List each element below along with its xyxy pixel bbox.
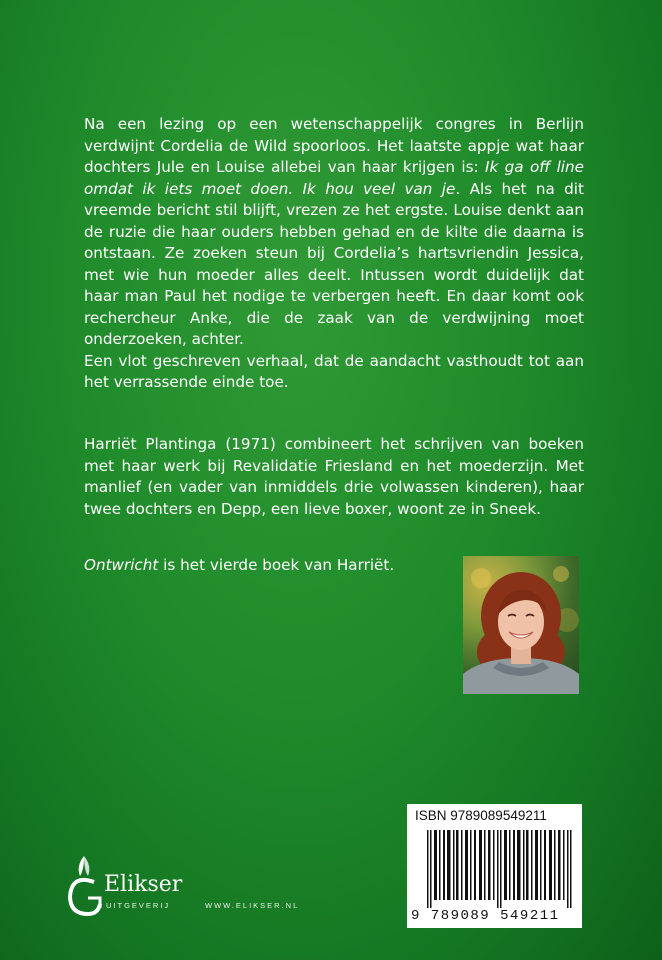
fourth-book-rest: is het vierde boek van Harriët. xyxy=(158,556,395,574)
publisher-url: WWW.ELIKSER.NL xyxy=(205,901,300,910)
publisher-sub: UITGEVERIJ xyxy=(106,901,171,910)
blurb-quote: Ik ga off line omdat ik iets moet doen. Ik hou veel van je xyxy=(84,158,584,198)
elikser-logo-icon xyxy=(62,852,106,922)
isbn-label: ISBN 9789089549211 xyxy=(415,808,547,823)
isbn-digits: 9 789089 549211 xyxy=(411,908,560,924)
isbn-barcode-box xyxy=(407,804,582,928)
author-photo xyxy=(463,556,579,694)
blurb-paragraph xyxy=(84,114,584,394)
fourth-book-line xyxy=(84,555,394,577)
blurb-part3: Een vlot geschreven verhaal, dat de aandacht vasthoudt tot aan het verrassende einde toe. xyxy=(84,351,584,391)
blurb-part2: . Als het na dit vreemde bericht stil blijft, vrezen ze het ergste. Louise denkt aan de ruzie die haar ouders hebben gehad en de kilte die daarna is ontstaan. Ze zoeken steun bij Cordelia’s hartsvriendin Jessica, met wie hun moeder alles deelt. Intussen wordt duidelijk dat haar man Paul het nodige te verbergen heeft. En daar komt ook rechercheur Anke, die de zaak van de verdwijning moet onderzoeken, achter. xyxy=(84,179,584,348)
publisher-name: Elikser xyxy=(104,872,183,897)
barcode xyxy=(427,830,573,908)
book-title: Ontwricht xyxy=(84,556,159,574)
author-bio: Harriët Plantinga (1971) combineert het schrijven van boeken met haar werk bij Revalidatie Friesland en het moederzijn. Met manlief (en vader van inmiddels drie volwassen kinderen), haar twee dochters en Depp, een lieve boxer, woont ze in Sneek. xyxy=(84,435,584,518)
blurb-part1: Na een lezing op een wetenschappelijk congres in Berlijn verdwijnt Cordelia de Wild spoorloos. Het laatste appje wat haar dochters Jule en Louise allebei van haar krijgen is: xyxy=(84,115,584,176)
